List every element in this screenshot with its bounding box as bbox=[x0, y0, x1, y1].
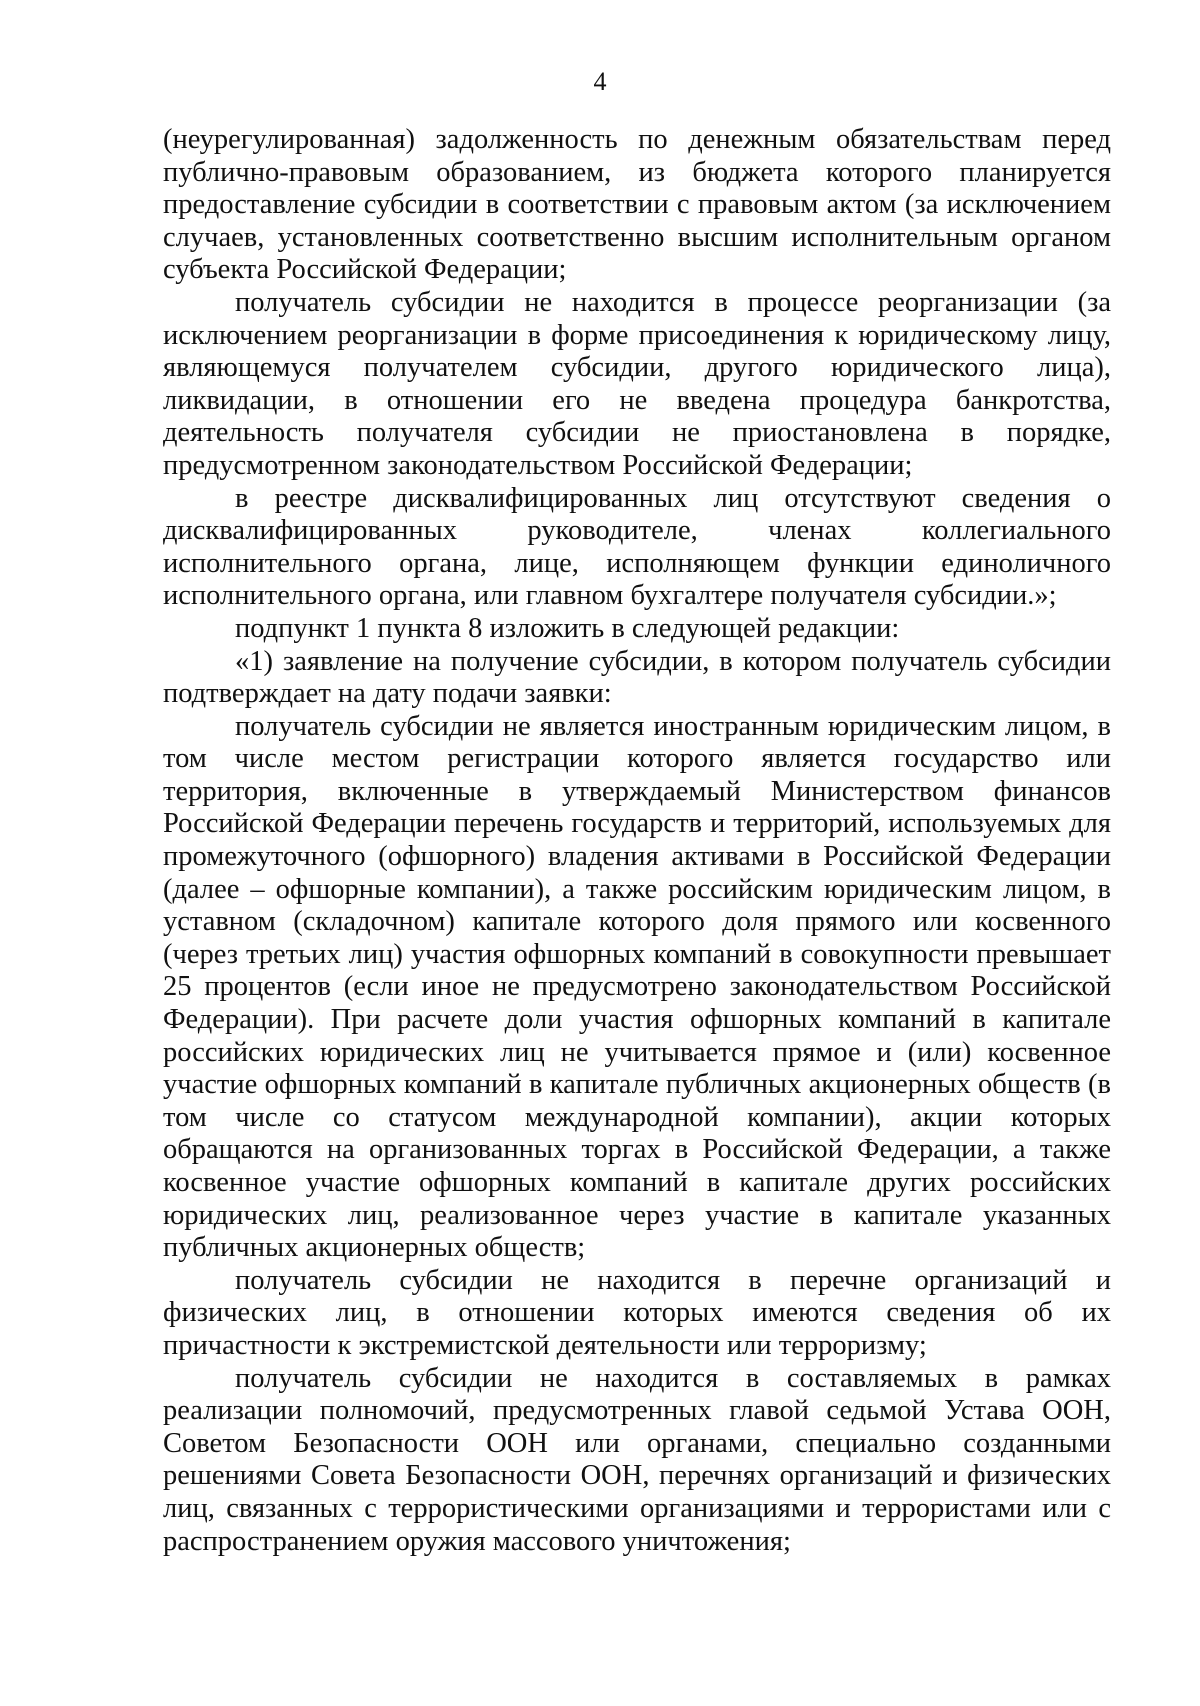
paragraph-disqualified-registry: в реестре дисквалифицированных лиц отсутствуют сведения о дисквалифицированных руководителе, членах коллегиального исполнительного органа, лице, исполняющем функции единоличного исполнительного органа, или главном бухгалтере получателя субсидии.»; bbox=[163, 482, 1111, 612]
paragraph-reorganization: получатель субсидии не находится в процессе реорганизации (за исключением реорганизации в форме присоединения к юридическому лицу, являющемуся получателем субсидии, другого юридического лица), ликвидации, в отношении его не введена процедура банкротства, деятельность получателя субсидии не приостановлена в порядке, предусмотренном законодательством Российской Федерации; bbox=[163, 286, 1111, 481]
paragraph-offshore: получатель субсидии не является иностранным юридическим лицом, в том числе местом регистрации которого является государство или территория, включенные в утверждаемый Министерством финансов Российской Федерации перечень государств и территорий, используемых для промежуточного (офшорного) владения активами в Российской Федерации (далее – офшорные компании), а также российским юридическим лицом, в уставном (складочном) капитале которого доля прямого или косвенного (через третьих лиц) участия офшорных компаний в совокупности превышает 25 процентов (если иное не предусмотрено законодательством Российской Федерации). При расчете доли участия офшорных компаний в капитале российских юридических лиц не учитывается прямое и (или) косвенное участие офшорных компаний в капитале публичных акционерных обществ (в том числе со статусом международной компании), акции которых обращаются на организованных торгах в Российской Федерации, а также косвенное участие офшорных компаний в капитале других российских юридических лиц, реализованное через участие в капитале указанных публичных акционерных обществ; bbox=[163, 710, 1111, 1264]
paragraph-subitem-amendment: подпункт 1 пункта 8 изложить в следующей редакции: bbox=[235, 612, 900, 644]
paragraph-extremism-list: получатель субсидии не находится в перечне организаций и физических лиц, в отношении которых имеются сведения об их причастности к экстремистской деятельности или терроризму; bbox=[163, 1264, 1111, 1361]
document-body bbox=[163, 124, 1111, 1558]
page-number: 4 bbox=[593, 67, 607, 96]
paragraph-debt-continuation: (неурегулированная) задолженность по денежным обязательствам перед публично-правовым образованием, из бюджета которого планируется предоставление субсидии в соответствии с правовым актом (за исключением случаев, установленных соответственно высшим исполнительным органом субъекта Российской Федерации; bbox=[163, 124, 1111, 286]
paragraph-application: «1) заявление на получение субсидии, в котором получатель субсидии подтверждает на дату подачи заявки: bbox=[163, 645, 1111, 710]
paragraph-un-sanctions: получатель субсидии не находится в составляемых в рамках реализации полномочий, предусмотренных главой седьмой Устава ООН, Советом Безопасности ООН или органами, специально созданными решениями Совета Безопасности ООН, перечнях организаций и физических лиц, связанных с террористическими организациями и террористами или с распространением оружия массового уничтожения; bbox=[163, 1362, 1111, 1557]
